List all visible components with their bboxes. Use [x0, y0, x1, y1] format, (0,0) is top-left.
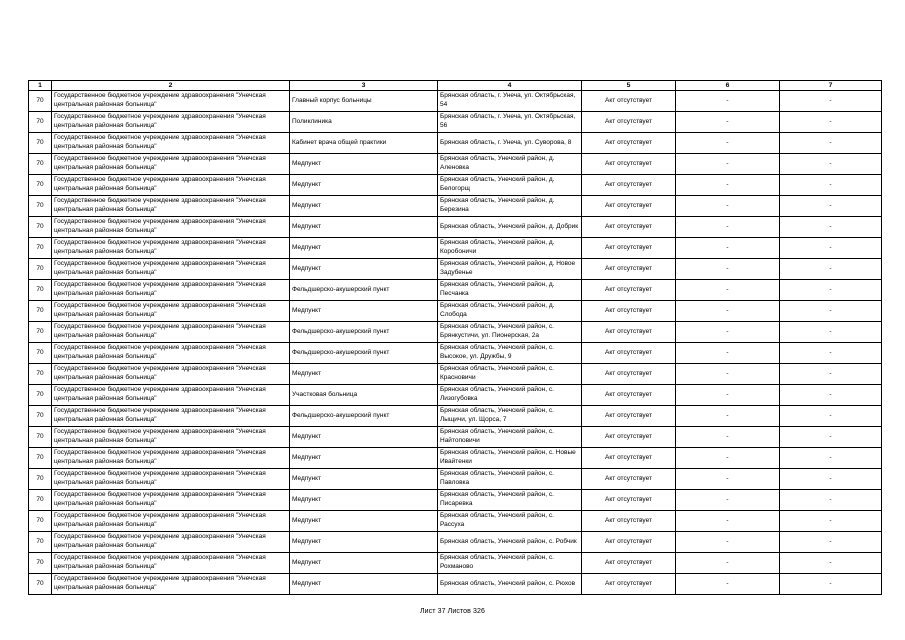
row-number-cell: 70 — [29, 532, 52, 553]
organization-cell: Государственное бюджетное учреждение здравоохранения "Унечская центральная районная больница" — [52, 259, 290, 280]
column-6-cell: - — [676, 175, 780, 196]
act-status-cell: Акт отсутствует — [582, 574, 676, 595]
column-7-cell: - — [780, 280, 882, 301]
address-cell: Брянская область, Унечский район, с. Красновичи — [438, 364, 582, 385]
facility-type-cell: Медпункт — [290, 154, 438, 175]
act-status-cell: Акт отсутствует — [582, 280, 676, 301]
column-6-cell: - — [676, 532, 780, 553]
row-number-cell: 70 — [29, 154, 52, 175]
column-6-cell: - — [676, 259, 780, 280]
table-row — [29, 427, 882, 448]
column-header-7: 7 — [780, 81, 882, 91]
column-6-cell: - — [676, 511, 780, 532]
address-cell: Брянская область, Унечский район, д. Песчанка — [438, 280, 582, 301]
address-cell: Брянская область, г. Унеча, ул. Октябрьская, 54 — [438, 91, 582, 112]
column-6-cell: - — [676, 154, 780, 175]
column-header-5: 5 — [582, 81, 676, 91]
organization-cell: Государственное бюджетное учреждение здравоохранения "Унечская центральная районная больница" — [52, 469, 290, 490]
row-number-cell: 70 — [29, 175, 52, 196]
organization-cell: Государственное бюджетное учреждение здравоохранения "Унечская центральная районная больница" — [52, 490, 290, 511]
act-status-cell: Акт отсутствует — [582, 175, 676, 196]
column-7-cell: - — [780, 196, 882, 217]
facility-type-cell: Медпункт — [290, 532, 438, 553]
table-row — [29, 511, 882, 532]
address-cell: Брянская область, Унечский район, с. Новые Ивайтенки — [438, 448, 582, 469]
organization-cell: Государственное бюджетное учреждение здравоохранения "Унечская центральная районная больница" — [52, 301, 290, 322]
column-7-cell: - — [780, 532, 882, 553]
table-row — [29, 385, 882, 406]
organization-cell: Государственное бюджетное учреждение здравоохранения "Унечская центральная районная больница" — [52, 364, 290, 385]
row-number-cell: 70 — [29, 217, 52, 238]
row-number-cell: 70 — [29, 448, 52, 469]
registry-table — [28, 80, 882, 595]
column-7-cell: - — [780, 427, 882, 448]
table-row — [29, 532, 882, 553]
act-status-cell: Акт отсутствует — [582, 196, 676, 217]
row-number-cell: 70 — [29, 343, 52, 364]
address-cell: Брянская область, Унечский район, с. Робчик — [438, 532, 582, 553]
organization-cell: Государственное бюджетное учреждение здравоохранения "Унечская центральная районная больница" — [52, 112, 290, 133]
address-cell: Брянская область, Унечский район, с. Лизогубовка — [438, 385, 582, 406]
address-cell: Брянская область, Унечский район, с. Высокое, ул. Дружбы, 9 — [438, 343, 582, 364]
column-6-cell: - — [676, 301, 780, 322]
address-cell: Брянская область, Унечский район, д. Аленовка — [438, 154, 582, 175]
facility-type-cell: Фельдшерско-акушерский пункт — [290, 280, 438, 301]
row-number-cell: 70 — [29, 301, 52, 322]
column-6-cell: - — [676, 133, 780, 154]
column-6-cell: - — [676, 91, 780, 112]
facility-type-cell: Медпункт — [290, 196, 438, 217]
organization-cell: Государственное бюджетное учреждение здравоохранения "Унечская центральная районная больница" — [52, 280, 290, 301]
act-status-cell: Акт отсутствует — [582, 112, 676, 133]
organization-cell: Государственное бюджетное учреждение здравоохранения "Унечская центральная районная больница" — [52, 553, 290, 574]
address-cell: Брянская область, Унечский район, д. Добрик — [438, 217, 582, 238]
organization-cell: Государственное бюджетное учреждение здравоохранения "Унечская центральная районная больница" — [52, 343, 290, 364]
organization-cell: Государственное бюджетное учреждение здравоохранения "Унечская центральная районная больница" — [52, 91, 290, 112]
facility-type-cell: Медпункт — [290, 427, 438, 448]
organization-cell: Государственное бюджетное учреждение здравоохранения "Унечская центральная районная больница" — [52, 406, 290, 427]
column-6-cell: - — [676, 574, 780, 595]
table-row — [29, 154, 882, 175]
column-6-cell: - — [676, 427, 780, 448]
address-cell: Брянская область, Унечский район, с. Брянкустичи, ул. Пионерская, 2а — [438, 322, 582, 343]
organization-cell: Государственное бюджетное учреждение здравоохранения "Унечская центральная районная больница" — [52, 133, 290, 154]
column-header-3: 3 — [290, 81, 438, 91]
organization-cell: Государственное бюджетное учреждение здравоохранения "Унечская центральная районная больница" — [52, 448, 290, 469]
table-header-row — [29, 81, 882, 91]
address-cell: Брянская область, Унечский район, с. Лыщичи, ул. Щорса, 7 — [438, 406, 582, 427]
row-number-cell: 70 — [29, 91, 52, 112]
address-cell: Брянская область, г. Унеча, ул. Суворова, 8 — [438, 133, 582, 154]
row-number-cell: 70 — [29, 385, 52, 406]
row-number-cell: 70 — [29, 322, 52, 343]
act-status-cell: Акт отсутствует — [582, 322, 676, 343]
column-6-cell: - — [676, 112, 780, 133]
column-7-cell: - — [780, 406, 882, 427]
column-header-2: 2 — [52, 81, 290, 91]
table-row — [29, 448, 882, 469]
column-6-cell: - — [676, 217, 780, 238]
facility-type-cell: Поликлиника — [290, 112, 438, 133]
column-header-6: 6 — [676, 81, 780, 91]
column-6-cell: - — [676, 196, 780, 217]
table-row — [29, 196, 882, 217]
facility-type-cell: Медпункт — [290, 175, 438, 196]
column-7-cell: - — [780, 385, 882, 406]
act-status-cell: Акт отсутствует — [582, 154, 676, 175]
table-row — [29, 343, 882, 364]
address-cell: Брянская область, Унечский район, с. Рохманово — [438, 553, 582, 574]
facility-type-cell: Медпункт — [290, 448, 438, 469]
table-row — [29, 238, 882, 259]
table-row — [29, 112, 882, 133]
table-row — [29, 574, 882, 595]
column-6-cell: - — [676, 406, 780, 427]
facility-type-cell: Кабинет врача общей практики — [290, 133, 438, 154]
row-number-cell: 70 — [29, 511, 52, 532]
facility-type-cell: Медпункт — [290, 469, 438, 490]
facility-type-cell: Медпункт — [290, 259, 438, 280]
facility-type-cell: Фельдшерско-акушерский пункт — [290, 406, 438, 427]
row-number-cell: 70 — [29, 280, 52, 301]
table-row — [29, 406, 882, 427]
address-cell: Брянская область, Унечский район, с. Павловка — [438, 469, 582, 490]
act-status-cell: Акт отсутствует — [582, 511, 676, 532]
row-number-cell: 70 — [29, 490, 52, 511]
address-cell: Брянская область, Унечский район, д. Слобода — [438, 301, 582, 322]
column-7-cell: - — [780, 175, 882, 196]
row-number-cell: 70 — [29, 427, 52, 448]
address-cell: Брянская область, Унечский район, д. Белогорщ — [438, 175, 582, 196]
column-6-cell: - — [676, 364, 780, 385]
organization-cell: Государственное бюджетное учреждение здравоохранения "Унечская центральная районная больница" — [52, 196, 290, 217]
column-6-cell: - — [676, 385, 780, 406]
column-7-cell: - — [780, 133, 882, 154]
column-7-cell: - — [780, 217, 882, 238]
organization-cell: Государственное бюджетное учреждение здравоохранения "Унечская центральная районная больница" — [52, 385, 290, 406]
table-row — [29, 259, 882, 280]
column-6-cell: - — [676, 448, 780, 469]
column-7-cell: - — [780, 112, 882, 133]
address-cell: Брянская область, Унечский район, с. Найтоповичи — [438, 427, 582, 448]
facility-type-cell: Фельдшерско-акушерский пункт — [290, 343, 438, 364]
act-status-cell: Акт отсутствует — [582, 448, 676, 469]
act-status-cell: Акт отсутствует — [582, 259, 676, 280]
column-7-cell: - — [780, 154, 882, 175]
column-7-cell: - — [780, 301, 882, 322]
row-number-cell: 70 — [29, 553, 52, 574]
facility-type-cell: Медпункт — [290, 301, 438, 322]
table-row — [29, 490, 882, 511]
column-7-cell: - — [780, 448, 882, 469]
address-cell: Брянская область, Унечский район, с. Рассуха — [438, 511, 582, 532]
act-status-cell: Акт отсутствует — [582, 301, 676, 322]
table-row — [29, 217, 882, 238]
column-6-cell: - — [676, 280, 780, 301]
facility-type-cell: Медпункт — [290, 490, 438, 511]
column-header-4: 4 — [438, 81, 582, 91]
table-row — [29, 91, 882, 112]
act-status-cell: Акт отсутствует — [582, 343, 676, 364]
facility-type-cell: Медпункт — [290, 364, 438, 385]
row-number-cell: 70 — [29, 469, 52, 490]
table-row — [29, 175, 882, 196]
row-number-cell: 70 — [29, 133, 52, 154]
act-status-cell: Акт отсутствует — [582, 238, 676, 259]
column-7-cell: - — [780, 511, 882, 532]
column-6-cell: - — [676, 469, 780, 490]
act-status-cell: Акт отсутствует — [582, 91, 676, 112]
row-number-cell: 70 — [29, 574, 52, 595]
facility-type-cell: Медпункт — [290, 238, 438, 259]
page-counter: Лист 37 Листов 326 — [419, 608, 486, 615]
organization-cell: Государственное бюджетное учреждение здравоохранения "Унечская центральная районная больница" — [52, 427, 290, 448]
table-row — [29, 364, 882, 385]
row-number-cell: 70 — [29, 364, 52, 385]
column-header-1: 1 — [29, 81, 52, 91]
address-cell: Брянская область, Унечский район, д. Коробоничи — [438, 238, 582, 259]
column-7-cell: - — [780, 490, 882, 511]
organization-cell: Государственное бюджетное учреждение здравоохранения "Унечская центральная районная больница" — [52, 511, 290, 532]
table-row — [29, 301, 882, 322]
column-6-cell: - — [676, 238, 780, 259]
row-number-cell: 70 — [29, 406, 52, 427]
table-row — [29, 553, 882, 574]
column-7-cell: - — [780, 553, 882, 574]
facility-type-cell: Медпункт — [290, 553, 438, 574]
table-body — [29, 91, 882, 595]
table-row — [29, 280, 882, 301]
column-7-cell: - — [780, 364, 882, 385]
act-status-cell: Акт отсутствует — [582, 532, 676, 553]
column-7-cell: - — [780, 238, 882, 259]
facility-type-cell: Медпункт — [290, 511, 438, 532]
organization-cell: Государственное бюджетное учреждение здравоохранения "Унечская центральная районная больница" — [52, 238, 290, 259]
column-7-cell: - — [780, 469, 882, 490]
column-7-cell: - — [780, 91, 882, 112]
address-cell: Брянская область, Унечский район, д. Новое Задубенье — [438, 259, 582, 280]
organization-cell: Государственное бюджетное учреждение здравоохранения "Унечская центральная районная больница" — [52, 175, 290, 196]
column-6-cell: - — [676, 553, 780, 574]
row-number-cell: 70 — [29, 238, 52, 259]
column-6-cell: - — [676, 322, 780, 343]
table-row — [29, 322, 882, 343]
column-6-cell: - — [676, 490, 780, 511]
address-cell: Брянская область, г. Унеча, ул. Октябрьская, 56 — [438, 112, 582, 133]
facility-type-cell: Участковая больница — [290, 385, 438, 406]
organization-cell: Государственное бюджетное учреждение здравоохранения "Унечская центральная районная больница" — [52, 322, 290, 343]
facility-type-cell: Главный корпус больницы — [290, 91, 438, 112]
act-status-cell: Акт отсутствует — [582, 406, 676, 427]
act-status-cell: Акт отсутствует — [582, 217, 676, 238]
table-row — [29, 133, 882, 154]
column-7-cell: - — [780, 259, 882, 280]
act-status-cell: Акт отсутствует — [582, 553, 676, 574]
organization-cell: Государственное бюджетное учреждение здравоохранения "Унечская центральная районная больница" — [52, 574, 290, 595]
row-number-cell: 70 — [29, 112, 52, 133]
organization-cell: Государственное бюджетное учреждение здравоохранения "Унечская центральная районная больница" — [52, 217, 290, 238]
organization-cell: Государственное бюджетное учреждение здравоохранения "Унечская центральная районная больница" — [52, 532, 290, 553]
organization-cell: Государственное бюджетное учреждение здравоохранения "Унечская центральная районная больница" — [52, 154, 290, 175]
row-number-cell: 70 — [29, 196, 52, 217]
row-number-cell: 70 — [29, 259, 52, 280]
act-status-cell: Акт отсутствует — [582, 385, 676, 406]
column-7-cell: - — [780, 343, 882, 364]
table-row — [29, 469, 882, 490]
address-cell: Брянская область, Унечский район, с. Рюхов — [438, 574, 582, 595]
facility-type-cell: Медпункт — [290, 574, 438, 595]
act-status-cell: Акт отсутствует — [582, 490, 676, 511]
act-status-cell: Акт отсутствует — [582, 427, 676, 448]
act-status-cell: Акт отсутствует — [582, 133, 676, 154]
act-status-cell: Акт отсутствует — [582, 364, 676, 385]
facility-type-cell: Фельдшерско-акушерский пункт — [290, 322, 438, 343]
column-7-cell: - — [780, 322, 882, 343]
act-status-cell: Акт отсутствует — [582, 469, 676, 490]
facility-type-cell: Медпункт — [290, 217, 438, 238]
address-cell: Брянская область, Унечский район, д. Березина — [438, 196, 582, 217]
column-7-cell: - — [780, 574, 882, 595]
address-cell: Брянская область, Унечский район, с. Писаревка — [438, 490, 582, 511]
column-6-cell: - — [676, 343, 780, 364]
